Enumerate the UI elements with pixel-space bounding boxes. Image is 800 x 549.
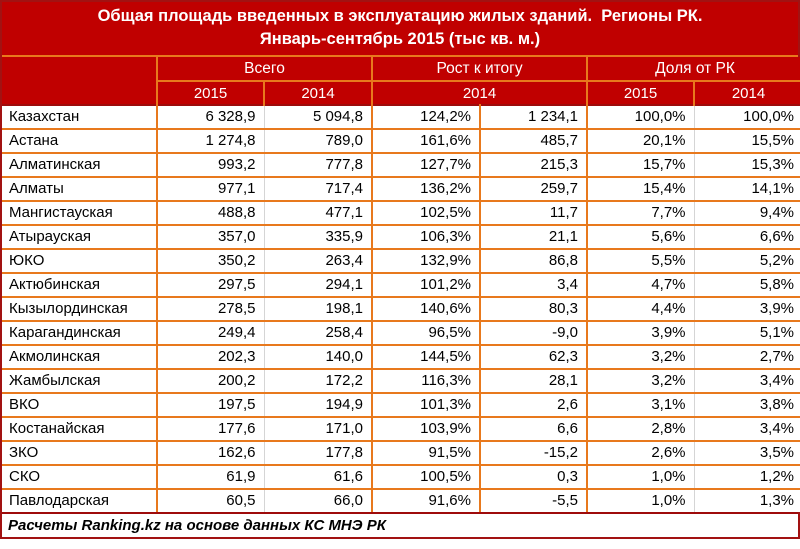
- cell-total-2014: 66,0: [264, 489, 372, 512]
- cell-total-2015: 202,3: [157, 345, 264, 369]
- cell-total-2015: 200,2: [157, 369, 264, 393]
- header-year-share-2014: 2014: [694, 81, 800, 105]
- cell-growth-abs-2014: 11,7: [480, 201, 587, 225]
- cell-total-2014: 717,4: [264, 177, 372, 201]
- table-title-line-2: Январь-сентябрь 2015 (тыс кв. м.): [259, 30, 541, 48]
- cell-region: ЗКО: [2, 441, 157, 465]
- cell-share-2015: 15,4%: [587, 177, 694, 201]
- cell-share-2015: 4,4%: [587, 297, 694, 321]
- header-year-total-2014: 2014: [264, 81, 372, 105]
- cell-share-2014: 3,9%: [694, 297, 800, 321]
- cell-region: Казахстан: [2, 105, 157, 129]
- cell-total-2014: 177,8: [264, 441, 372, 465]
- cell-total-2015: 278,5: [157, 297, 264, 321]
- table-title-line-1: Общая площадь введенных в эксплуатацию жилых зданий. Регионы РК.: [97, 7, 703, 25]
- table-row: [2, 105, 800, 129]
- cell-total-2015: 162,6: [157, 441, 264, 465]
- cell-total-2015: 6 328,9: [157, 105, 264, 129]
- cell-share-2014: 9,4%: [694, 201, 800, 225]
- cell-region: Карагандинская: [2, 321, 157, 345]
- cell-region: СКО: [2, 465, 157, 489]
- cell-share-2014: 2,7%: [694, 345, 800, 369]
- cell-share-2014: 5,2%: [694, 249, 800, 273]
- table-title: [2, 2, 798, 57]
- table-row: [2, 177, 800, 201]
- cell-region: Атырауская: [2, 225, 157, 249]
- cell-growth-abs-2014: 28,1: [480, 369, 587, 393]
- cell-growth-pct-2014: 91,6%: [372, 489, 480, 512]
- cell-share-2015: 15,7%: [587, 153, 694, 177]
- cell-share-2015: 4,7%: [587, 273, 694, 297]
- cell-share-2015: 20,1%: [587, 129, 694, 153]
- cell-region: Жамбылская: [2, 369, 157, 393]
- cell-share-2014: 5,1%: [694, 321, 800, 345]
- cell-total-2015: 61,9: [157, 465, 264, 489]
- cell-region: Астана: [2, 129, 157, 153]
- cell-growth-pct-2014: 127,7%: [372, 153, 480, 177]
- cell-total-2015: 357,0: [157, 225, 264, 249]
- cell-growth-pct-2014: 140,6%: [372, 297, 480, 321]
- table-body: [2, 105, 800, 512]
- cell-region: Кызылординская: [2, 297, 157, 321]
- cell-share-2015: 2,8%: [587, 417, 694, 441]
- cell-region: Актюбинская: [2, 273, 157, 297]
- cell-region: Павлодарская: [2, 489, 157, 512]
- cell-share-2015: 2,6%: [587, 441, 694, 465]
- cell-growth-pct-2014: 101,2%: [372, 273, 480, 297]
- cell-total-2014: 140,0: [264, 345, 372, 369]
- cell-growth-pct-2014: 102,5%: [372, 201, 480, 225]
- cell-region: ВКО: [2, 393, 157, 417]
- table-row: [2, 465, 800, 489]
- cell-region: Алматы: [2, 177, 157, 201]
- cell-growth-pct-2014: 101,3%: [372, 393, 480, 417]
- cell-share-2014: 1,3%: [694, 489, 800, 512]
- cell-growth-abs-2014: 2,6: [480, 393, 587, 417]
- cell-total-2015: 197,5: [157, 393, 264, 417]
- cell-share-2015: 3,1%: [587, 393, 694, 417]
- cell-total-2014: 335,9: [264, 225, 372, 249]
- cell-share-2014: 6,6%: [694, 225, 800, 249]
- table-row: [2, 201, 800, 225]
- cell-growth-abs-2014: 485,7: [480, 129, 587, 153]
- table-row: [2, 441, 800, 465]
- cell-growth-abs-2014: 62,3: [480, 345, 587, 369]
- cell-growth-abs-2014: 86,8: [480, 249, 587, 273]
- cell-total-2014: 194,9: [264, 393, 372, 417]
- table-row: [2, 129, 800, 153]
- header-group-row: [2, 57, 800, 81]
- cell-total-2014: 258,4: [264, 321, 372, 345]
- cell-total-2015: 993,2: [157, 153, 264, 177]
- cell-growth-abs-2014: 21,1: [480, 225, 587, 249]
- cell-share-2014: 5,8%: [694, 273, 800, 297]
- cell-region: ЮКО: [2, 249, 157, 273]
- cell-growth-abs-2014: 0,3: [480, 465, 587, 489]
- table-header: [2, 57, 800, 105]
- cell-share-2015: 3,2%: [587, 345, 694, 369]
- cell-region: Акмолинская: [2, 345, 157, 369]
- cell-total-2015: 60,5: [157, 489, 264, 512]
- cell-total-2014: 777,8: [264, 153, 372, 177]
- cell-growth-pct-2014: 132,9%: [372, 249, 480, 273]
- cell-total-2015: 249,4: [157, 321, 264, 345]
- cell-total-2014: 477,1: [264, 201, 372, 225]
- cell-total-2014: 263,4: [264, 249, 372, 273]
- table-row: [2, 225, 800, 249]
- table-row: [2, 369, 800, 393]
- cell-growth-abs-2014: 3,4: [480, 273, 587, 297]
- cell-share-2015: 5,6%: [587, 225, 694, 249]
- cell-growth-abs-2014: 215,3: [480, 153, 587, 177]
- cell-total-2015: 488,8: [157, 201, 264, 225]
- cell-share-2014: 3,5%: [694, 441, 800, 465]
- cell-total-2015: 977,1: [157, 177, 264, 201]
- cell-region: Костанайская: [2, 417, 157, 441]
- cell-growth-abs-2014: -5,5: [480, 489, 587, 512]
- cell-region: Алматинская: [2, 153, 157, 177]
- cell-total-2014: 61,6: [264, 465, 372, 489]
- cell-growth-pct-2014: 116,3%: [372, 369, 480, 393]
- cell-share-2014: 3,4%: [694, 417, 800, 441]
- cell-share-2014: 15,3%: [694, 153, 800, 177]
- cell-total-2014: 198,1: [264, 297, 372, 321]
- header-group-total: Всего: [157, 57, 372, 81]
- cell-total-2015: 297,5: [157, 273, 264, 297]
- cell-total-2015: 1 274,8: [157, 129, 264, 153]
- cell-total-2014: 294,1: [264, 273, 372, 297]
- cell-growth-abs-2014: -15,2: [480, 441, 587, 465]
- header-group-share: Доля от РК: [587, 57, 800, 81]
- cell-share-2015: 3,2%: [587, 369, 694, 393]
- cell-total-2014: 171,0: [264, 417, 372, 441]
- cell-growth-abs-2014: 80,3: [480, 297, 587, 321]
- header-year-share-2015: 2015: [587, 81, 694, 105]
- cell-share-2014: 3,4%: [694, 369, 800, 393]
- cell-share-2015: 1,0%: [587, 465, 694, 489]
- cell-growth-abs-2014: -9,0: [480, 321, 587, 345]
- corner-header-cell: [2, 57, 157, 105]
- cell-share-2015: 1,0%: [587, 489, 694, 512]
- cell-growth-pct-2014: 103,9%: [372, 417, 480, 441]
- cell-growth-pct-2014: 144,5%: [372, 345, 480, 369]
- source-note: Расчеты Ranking.kz на основе данных КС МНЭ РК: [2, 512, 798, 537]
- table-row: [2, 489, 800, 512]
- regions-data-table: [2, 57, 800, 512]
- cell-total-2014: 172,2: [264, 369, 372, 393]
- table-row: [2, 249, 800, 273]
- table-row: [2, 297, 800, 321]
- header-group-growth: Рост к итогу: [372, 57, 587, 81]
- cell-share-2015: 7,7%: [587, 201, 694, 225]
- cell-share-2014: 15,5%: [694, 129, 800, 153]
- header-year-growth-2014: 2014: [372, 81, 587, 105]
- cell-total-2015: 177,6: [157, 417, 264, 441]
- cell-growth-abs-2014: 6,6: [480, 417, 587, 441]
- cell-share-2014: 3,8%: [694, 393, 800, 417]
- cell-total-2014: 5 094,8: [264, 105, 372, 129]
- table-row: [2, 417, 800, 441]
- table-row: [2, 273, 800, 297]
- cell-growth-abs-2014: 1 234,1: [480, 105, 587, 129]
- cell-share-2014: 1,2%: [694, 465, 800, 489]
- cell-growth-pct-2014: 161,6%: [372, 129, 480, 153]
- cell-growth-pct-2014: 96,5%: [372, 321, 480, 345]
- table-row: [2, 321, 800, 345]
- cell-share-2015: 3,9%: [587, 321, 694, 345]
- cell-share-2015: 100,0%: [587, 105, 694, 129]
- cell-growth-pct-2014: 136,2%: [372, 177, 480, 201]
- cell-total-2015: 350,2: [157, 249, 264, 273]
- table-row: [2, 345, 800, 369]
- cell-growth-pct-2014: 100,5%: [372, 465, 480, 489]
- cell-growth-pct-2014: 106,3%: [372, 225, 480, 249]
- cell-growth-pct-2014: 91,5%: [372, 441, 480, 465]
- cell-growth-abs-2014: 259,7: [480, 177, 587, 201]
- cell-share-2014: 100,0%: [694, 105, 800, 129]
- table-row: [2, 153, 800, 177]
- table-row: [2, 393, 800, 417]
- cell-region: Мангистауская: [2, 201, 157, 225]
- cell-share-2015: 5,5%: [587, 249, 694, 273]
- cell-share-2014: 14,1%: [694, 177, 800, 201]
- cell-growth-pct-2014: 124,2%: [372, 105, 480, 129]
- header-year-total-2015: 2015: [157, 81, 264, 105]
- cell-total-2014: 789,0: [264, 129, 372, 153]
